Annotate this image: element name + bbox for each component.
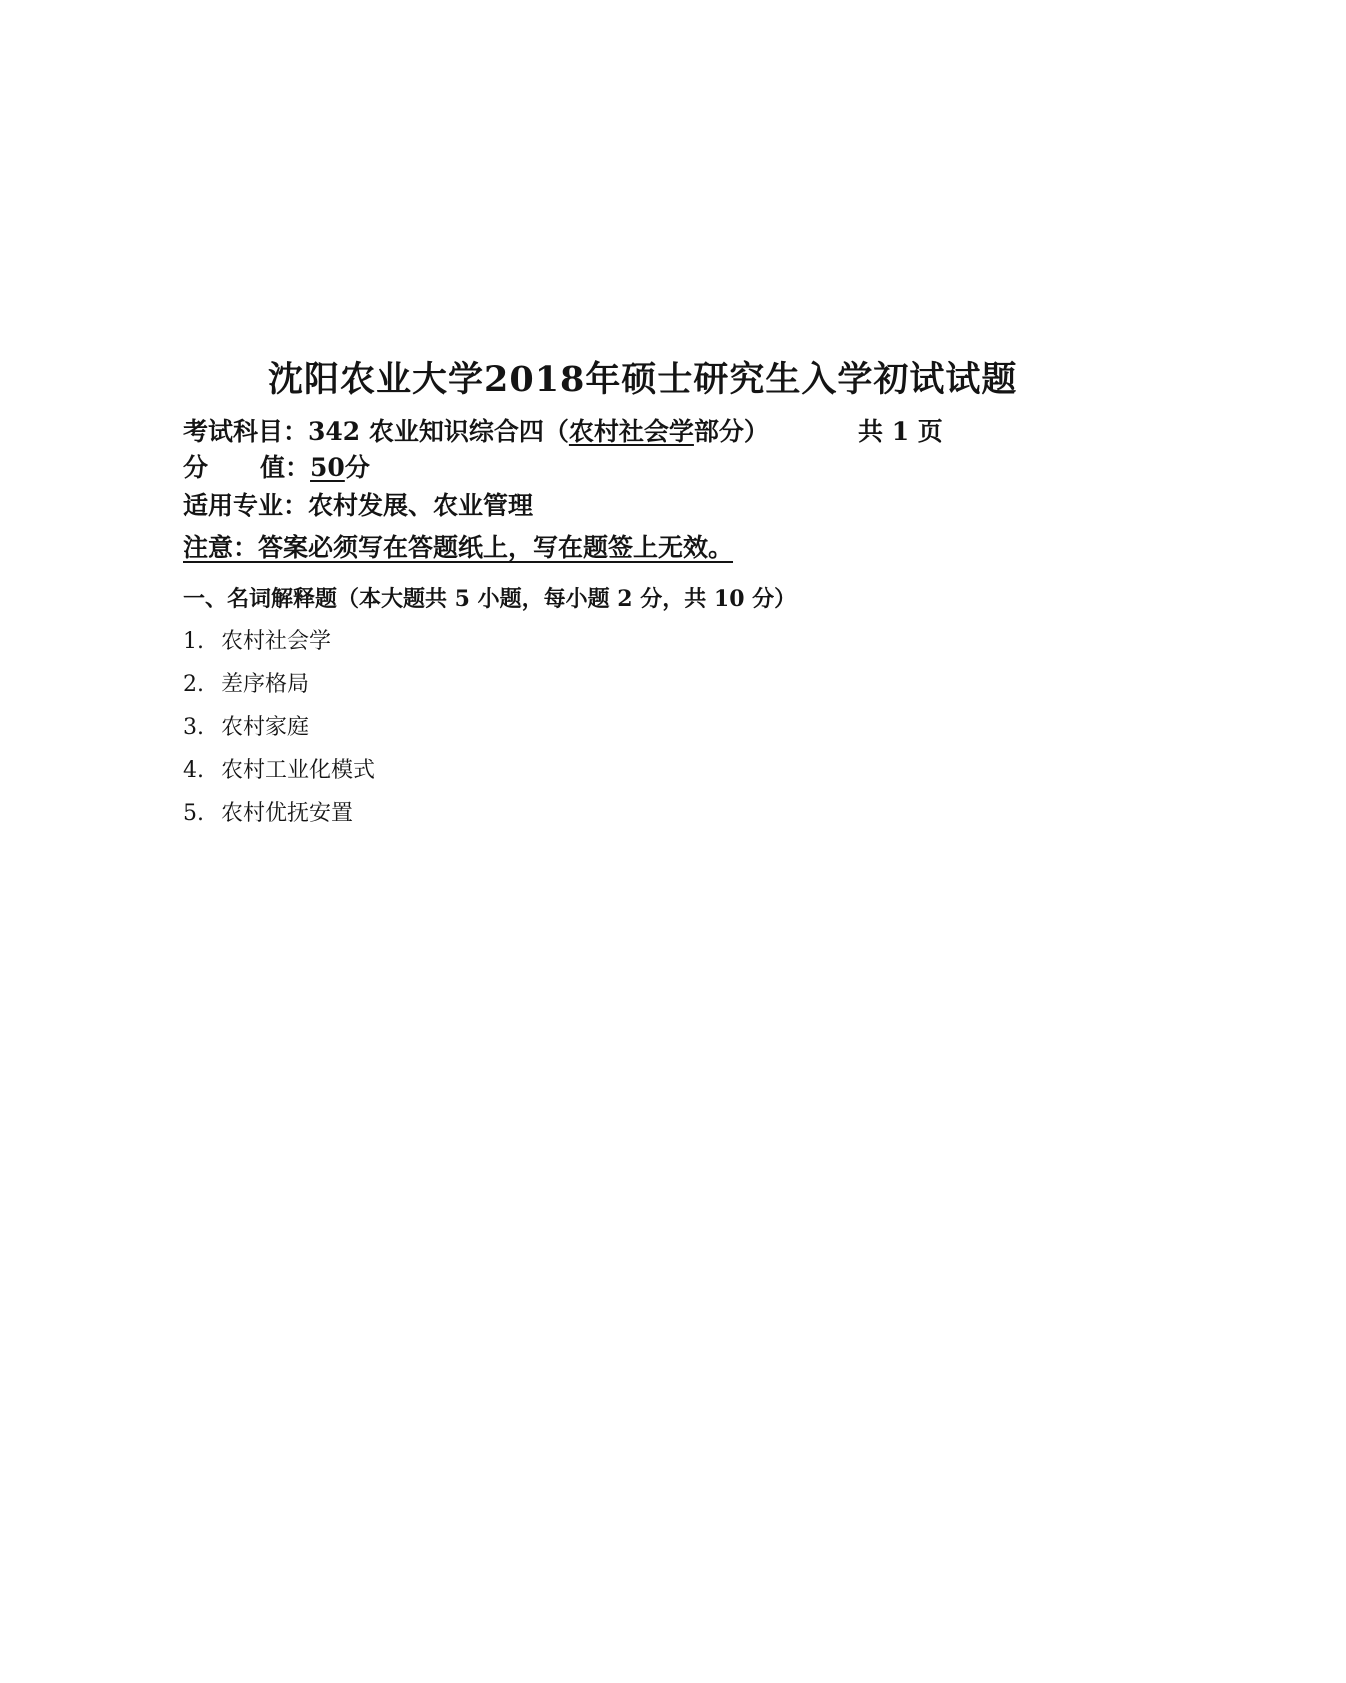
major-row — [183, 486, 533, 522]
question-number: 5. — [183, 801, 204, 826]
question-number: 3. — [183, 715, 204, 740]
score-label — [183, 453, 310, 482]
question-text: 农村家庭 — [221, 715, 310, 740]
exam-title: 沈阳农业大学2018年硕士研究生入学初试试题 — [268, 359, 1018, 400]
notice-text: 注意：答案必须写在答题纸上，写在题签上无效。 — [183, 533, 734, 562]
section-heading: 一、名词解释题（本大题共 5 小题，每小题 2 分，共 10 分） — [183, 586, 797, 612]
exam-subject-row — [183, 412, 769, 448]
score-value: 50 — [310, 453, 345, 482]
question-number: 1. — [183, 629, 204, 654]
question-number: 2. — [183, 672, 204, 697]
score-unit: 分 — [344, 453, 370, 482]
question-item — [183, 749, 375, 792]
exam-subject-prefix: 342 农业知识综合四（ — [308, 417, 569, 446]
score-row — [183, 448, 370, 484]
question-text: 农村优抚安置 — [221, 801, 354, 826]
notice-row — [183, 528, 741, 564]
question-item — [183, 663, 375, 706]
exam-subject-underlined: 农村社会学 — [568, 417, 694, 446]
question-item — [183, 792, 375, 835]
question-number: 4. — [183, 758, 204, 783]
exam-subject-label: 考试科目： — [183, 417, 309, 446]
question-text: 差序格局 — [221, 672, 310, 697]
question-text: 农村社会学 — [221, 629, 332, 654]
major-label: 适用专业： — [183, 491, 309, 520]
score-label-a: 分 — [183, 453, 209, 482]
question-list — [183, 620, 375, 835]
page-count: 共 1 页 — [858, 417, 943, 446]
question-item — [183, 620, 375, 663]
question-text: 农村工业化模式 — [221, 758, 376, 783]
score-label-b: 值： — [260, 453, 311, 482]
exam-subject-suffix: 部分） — [693, 417, 769, 446]
major-value: 农村发展、农业管理 — [308, 491, 534, 520]
question-item — [183, 706, 375, 749]
